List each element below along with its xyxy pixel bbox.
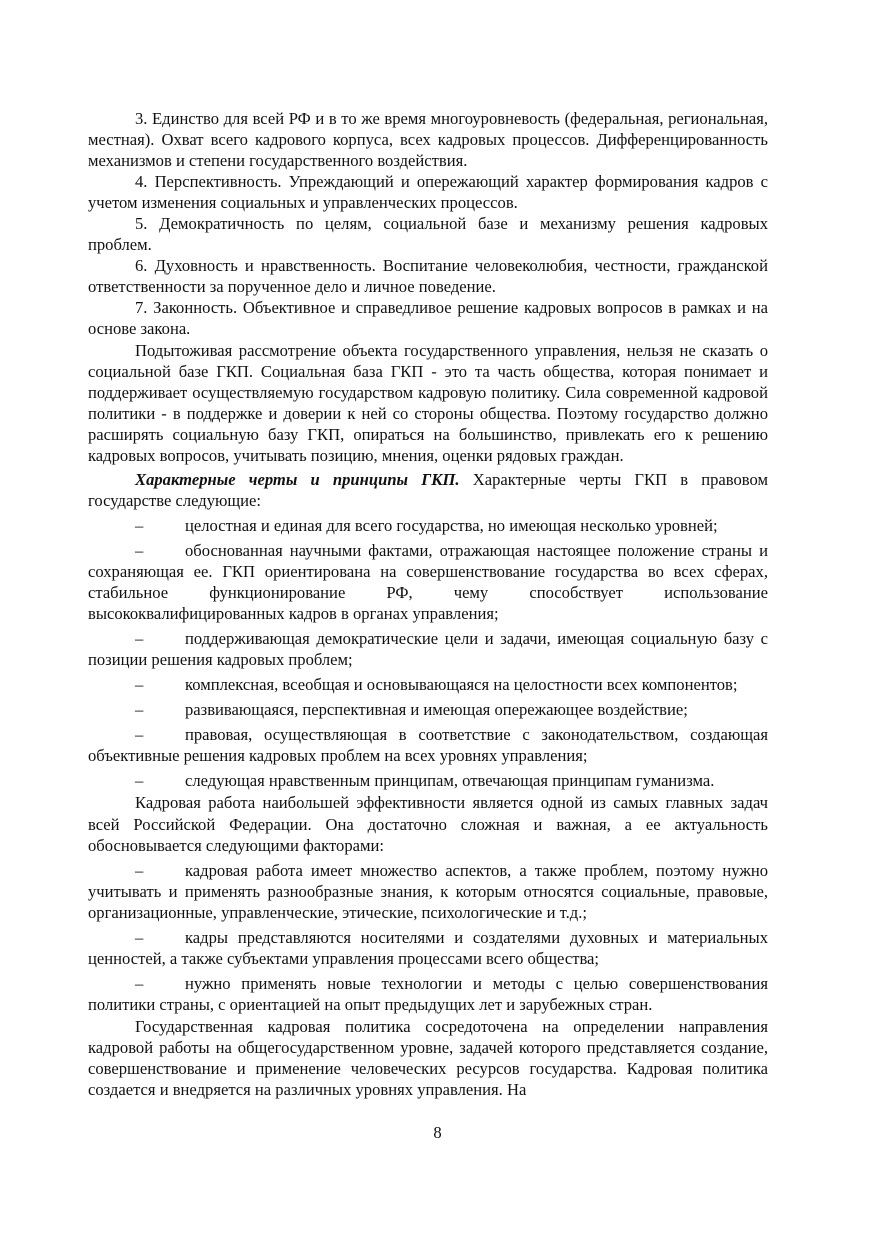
dash-marker: – [135, 860, 144, 880]
feature-text: обоснованная научными фактами, отражающая настоящее положение страны и сохраняющая ее. ГКП ориентирована на совершенствование государства во всех сферах, стабильное функционирование РФ, чему способствует использование высококвалифицированных кадров в органах управления; [88, 540, 768, 624]
policy-paragraph: Государственная кадровая политика сосредоточена на определении направления кадровой работы на общегосударственном уровне, задачей которого представляется создание, совершенствование и применение человеческих ресурсов государства. Кадровая политика создается и внедряется на различных уровнях управления. На [88, 1016, 768, 1100]
feature-item [88, 628, 768, 670]
feature-item [88, 699, 768, 720]
factor-item [88, 927, 768, 969]
feature-item [88, 770, 768, 791]
document-page [88, 108, 768, 1100]
feature-item [88, 674, 768, 695]
feature-text: целостная и единая для всего государства, но имеющая несколько уровней; [185, 515, 718, 535]
dash-marker: – [135, 629, 144, 649]
factor-text: кадровая работа имеет множество аспектов, а также проблем, поэтому нужно учитывать и применять разнообразные знания, к которым относятся социальные, правовые, организационные, управленческие, этические, психологические и т.д.; [88, 860, 768, 922]
dash-marker: – [135, 927, 144, 947]
features-heading: Характерные черты и принципы ГКП. [135, 469, 460, 489]
dash-marker: – [135, 675, 144, 695]
social-base-paragraph: Подытоживая рассмотрение объекта государственного управления, нельзя не сказать о социальной базе ГКП. Социальная база ГКП - это та часть общества, которая понимает и поддерживает осуществляемую государством кадровую политику. Сила современной кадровой политики - в поддержке и доверии к ней со стороны общества. Поэтому государство должно расширять социальную базу ГКП, опираться на большинство, привлекать его к решению кадровых вопросов, учитывать позицию, мнения, оценки рядовых граждан. [88, 340, 768, 465]
page-number: 8 [433, 1123, 442, 1142]
factor-item [88, 860, 768, 923]
dash-marker: – [135, 515, 144, 535]
relevance-paragraph: Кадровая работа наибольшей эффективности является одной из самых главных задач всей Российской Федерации. Она достаточно сложная и важная, а ее актуальность обосновывается следующими факторами: [88, 793, 768, 855]
feature-text: комплексная, всеобщая и основывающаяся на целостности всех компонентов; [185, 675, 738, 695]
principle-3: 3. Единство для всей РФ и в то же время многоуровневость (федеральная, региональная, местная). Охват всего кадрового корпуса, всех кадровых процессов. Дифференцированность механизмов и степени государственного воздействия. [88, 109, 768, 171]
feature-text: развивающаяся, перспективная и имеющая опережающее воздействие; [185, 700, 688, 720]
feature-text: следующая нравственным принципам, отвечающая принципам гуманизма. [185, 771, 715, 791]
principle-4: 4. Перспективность. Упреждающий и опережающий характер формирования кадров с учетом изменения социальных и управленческих процессов. [88, 172, 768, 213]
dash-marker: – [135, 700, 144, 720]
factor-text: кадры представляются носителями и создателями духовных и материальных ценностей, а также субъектами управления процессами всего общества; [88, 927, 768, 968]
feature-text: правовая, осуществляющая в соответствие с законодательством, создающая объективные решения кадровых проблем на всех уровнях управления; [88, 725, 768, 766]
feature-item [88, 724, 768, 766]
factor-item [88, 973, 768, 1015]
feature-text: поддерживающая демократические цели и задачи, имеющая социальную базу с позиции решения кадровых проблем; [88, 629, 768, 670]
principle-5: 5. Демократичность по целям, социальной базе и механизму решения кадровых проблем. [88, 214, 768, 255]
dash-marker: – [135, 725, 144, 745]
dash-marker: – [135, 973, 144, 993]
features-intro-text: Характерные черты ГКП в правовом государстве следующие: [88, 469, 768, 510]
principle-7: 7. Законность. Объективное и справедливое решение кадровых вопросов в рамках и на основе закона. [88, 298, 768, 339]
feature-item [88, 515, 768, 536]
dash-marker: – [135, 771, 144, 791]
principle-6: 6. Духовность и нравственность. Воспитание человеколюбия, честности, гражданской ответственности за порученное дело и личное поведение. [88, 256, 768, 297]
dash-marker: – [135, 540, 144, 560]
factor-text: нужно применять новые технологии и методы с целью совершенствования политики страны, с ориентацией на опыт предыдущих лет и зарубежных стран. [88, 973, 768, 1014]
feature-item [88, 540, 768, 624]
features-intro-paragraph [88, 469, 768, 511]
